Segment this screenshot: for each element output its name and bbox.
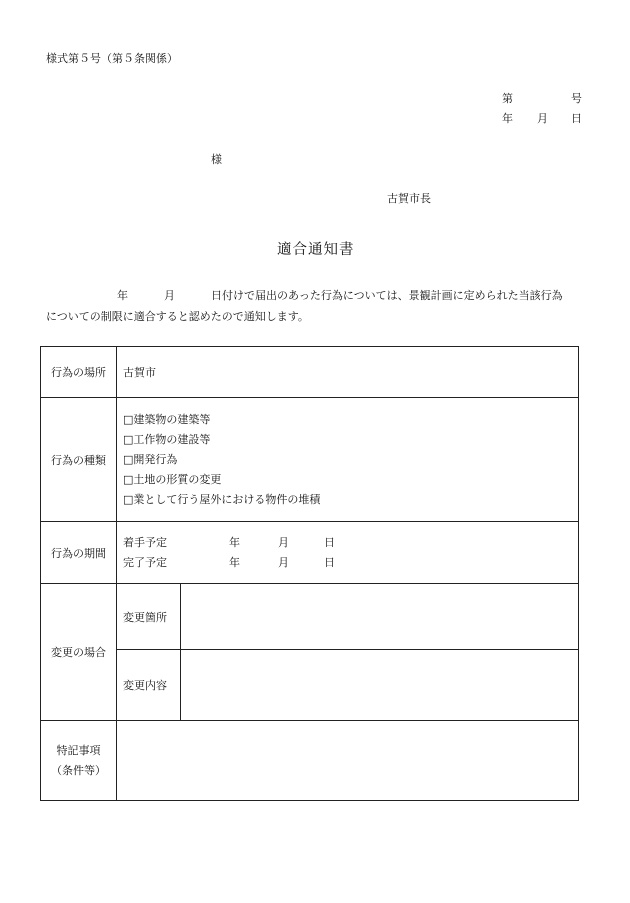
row-change-content	[41, 650, 579, 721]
period-end-year[interactable]: 年	[229, 555, 240, 569]
row-change-location	[41, 584, 579, 650]
type-option-development[interactable]: □開発行為	[123, 452, 178, 466]
period-start-label: 着手予定	[123, 535, 167, 549]
issuer-name: 古賀市長	[387, 192, 431, 205]
change-location-value[interactable]	[181, 584, 579, 650]
row-location	[41, 347, 579, 398]
period-values	[117, 522, 579, 584]
notes-value[interactable]	[117, 721, 579, 801]
date-year: 年	[502, 112, 513, 125]
type-options	[117, 398, 579, 522]
change-location-label: 変更箇所	[117, 584, 181, 650]
period-end	[123, 553, 578, 573]
location-value[interactable]: 古賀市	[117, 347, 579, 398]
body-year: 年	[117, 289, 128, 302]
page-title: 適合通知書	[277, 242, 355, 258]
period-start	[123, 533, 578, 553]
type-option-outdoor-storage[interactable]: □業として行う屋外における物件の堆積	[123, 492, 321, 506]
date-month: 月	[537, 112, 548, 125]
period-end-label: 完了予定	[123, 555, 167, 569]
period-start-month[interactable]: 月	[278, 535, 289, 549]
type-option-building[interactable]: □建築物の建築等	[123, 412, 211, 426]
notice-form-table	[40, 346, 579, 801]
body-line1: 日付けで届出のあった行為については、景観計画に定められた当該行為	[211, 289, 563, 302]
change-label: 変更の場合	[41, 584, 117, 721]
period-start-year[interactable]: 年	[229, 535, 240, 549]
type-option-structure[interactable]: □工作物の建設等	[123, 432, 211, 446]
date-day: 日	[571, 112, 582, 125]
notes-label-line1: 特記事項	[56, 743, 101, 757]
period-start-day[interactable]: 日	[324, 535, 335, 549]
row-period	[41, 522, 579, 584]
period-end-day[interactable]: 日	[324, 555, 335, 569]
period-label: 行為の期間	[41, 522, 117, 584]
row-notes	[41, 721, 579, 801]
type-option-land-alteration[interactable]: □土地の形質の変更	[123, 472, 222, 486]
location-label: 行為の場所	[41, 347, 117, 398]
notes-label	[41, 721, 117, 801]
addressee-honorific: 様	[211, 153, 222, 166]
doc-number-prefix: 第	[502, 92, 513, 105]
doc-number-suffix: 号	[571, 92, 582, 105]
body-month: 月	[164, 289, 175, 302]
form-number: 様式第５号（第５条関係）	[46, 52, 178, 65]
notes-label-line2: （条件等）	[51, 763, 106, 777]
row-type	[41, 398, 579, 522]
type-label: 行為の種類	[41, 398, 117, 522]
period-end-month[interactable]: 月	[278, 555, 289, 569]
body-line2: についての制限に適合すると認めたので通知します。	[46, 310, 309, 323]
change-content-value[interactable]	[181, 650, 579, 721]
change-content-label: 変更内容	[117, 650, 181, 721]
